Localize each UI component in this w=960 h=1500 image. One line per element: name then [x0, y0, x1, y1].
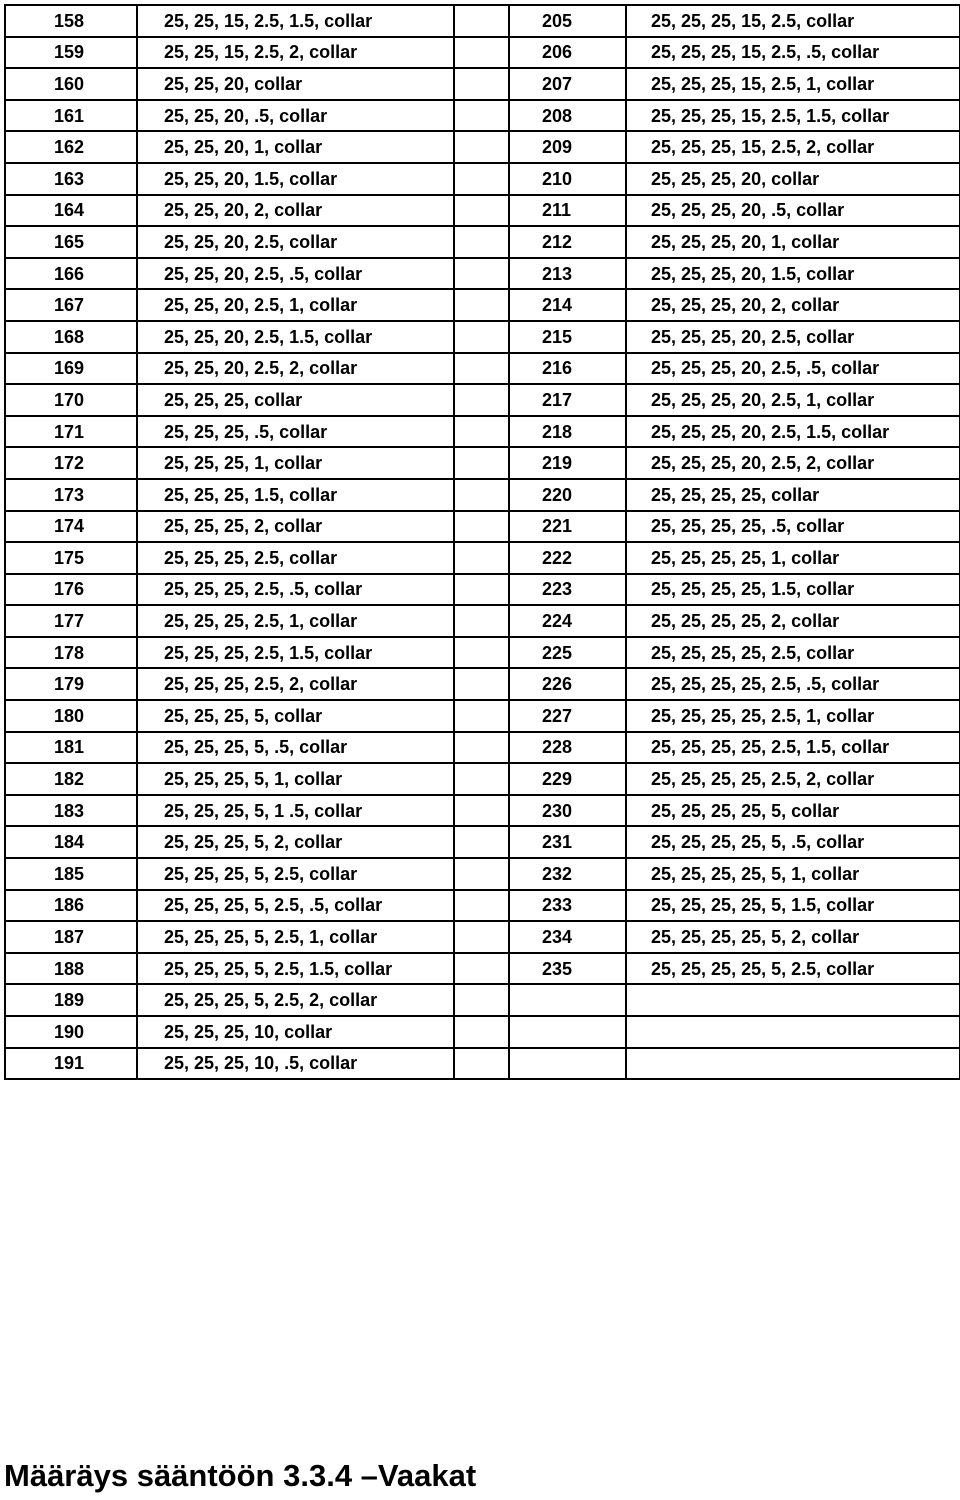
left-value-cell: 25, 25, 25, 1.5, collar	[137, 479, 454, 511]
column-gap-cell	[454, 542, 509, 574]
table-row	[5, 953, 960, 985]
column-gap-cell	[454, 763, 509, 795]
right-value-cell: 25, 25, 25, 20, 2.5, .5, collar	[626, 353, 960, 385]
right-number-cell: 210	[509, 163, 626, 195]
right-number-cell: 211	[509, 195, 626, 227]
table-row	[5, 858, 960, 890]
left-number-cell: 182	[5, 763, 137, 795]
left-value-cell: 25, 25, 25, .5, collar	[137, 416, 454, 448]
column-gap-cell	[454, 826, 509, 858]
right-number-cell: 224	[509, 605, 626, 637]
left-number-cell: 181	[5, 732, 137, 764]
column-gap-cell	[454, 195, 509, 227]
right-value-cell: 25, 25, 25, 20, 1.5, collar	[626, 258, 960, 290]
right-number-cell: 208	[509, 100, 626, 132]
left-value-cell: 25, 25, 25, 10, .5, collar	[137, 1048, 454, 1080]
table-row	[5, 289, 960, 321]
right-value-cell: 25, 25, 25, 25, 5, 1.5, collar	[626, 890, 960, 922]
column-gap-cell	[454, 37, 509, 69]
left-number-cell: 158	[5, 5, 137, 37]
right-value-cell: 25, 25, 25, 25, 5, 2, collar	[626, 921, 960, 953]
table-row	[5, 511, 960, 543]
left-value-cell: 25, 25, 20, .5, collar	[137, 100, 454, 132]
right-number-cell: 233	[509, 890, 626, 922]
right-value-cell: 25, 25, 25, 25, 2.5, .5, collar	[626, 668, 960, 700]
left-number-cell: 171	[5, 416, 137, 448]
column-gap-cell	[454, 479, 509, 511]
left-number-cell: 159	[5, 37, 137, 69]
right-number-cell: 227	[509, 700, 626, 732]
left-number-cell: 174	[5, 511, 137, 543]
table-row	[5, 384, 960, 416]
left-value-cell: 25, 25, 20, 2.5, 1.5, collar	[137, 321, 454, 353]
left-value-cell: 25, 25, 25, 5, 2.5, 2, collar	[137, 984, 454, 1016]
left-number-cell: 161	[5, 100, 137, 132]
left-value-cell: 25, 25, 25, 5, 2, collar	[137, 826, 454, 858]
column-gap-cell	[454, 984, 509, 1016]
table-row	[5, 826, 960, 858]
table-row	[5, 195, 960, 227]
left-number-cell: 179	[5, 668, 137, 700]
right-value-cell	[626, 1016, 960, 1048]
left-value-cell: 25, 25, 25, 2.5, 1, collar	[137, 605, 454, 637]
right-value-cell: 25, 25, 25, 20, 1, collar	[626, 226, 960, 258]
table-row	[5, 732, 960, 764]
right-value-cell: 25, 25, 25, 15, 2.5, .5, collar	[626, 37, 960, 69]
table-row	[5, 37, 960, 69]
table-row	[5, 763, 960, 795]
table-row	[5, 68, 960, 100]
left-value-cell: 25, 25, 25, 5, 2.5, 1, collar	[137, 921, 454, 953]
right-number-cell: 214	[509, 289, 626, 321]
left-number-cell: 169	[5, 353, 137, 385]
left-value-cell: 25, 25, 20, 2, collar	[137, 195, 454, 227]
right-value-cell: 25, 25, 25, 25, 1.5, collar	[626, 574, 960, 606]
right-number-cell: 218	[509, 416, 626, 448]
right-value-cell: 25, 25, 25, 15, 2.5, collar	[626, 5, 960, 37]
right-number-cell: 209	[509, 131, 626, 163]
right-value-cell: 25, 25, 25, 25, 2, collar	[626, 605, 960, 637]
left-value-cell: 25, 25, 15, 2.5, 2, collar	[137, 37, 454, 69]
column-gap-cell	[454, 1048, 509, 1080]
left-value-cell: 25, 25, 25, 5, 1, collar	[137, 763, 454, 795]
left-value-cell: 25, 25, 15, 2.5, 1.5, collar	[137, 5, 454, 37]
left-number-cell: 176	[5, 574, 137, 606]
column-gap-cell	[454, 1016, 509, 1048]
left-value-cell: 25, 25, 25, 10, collar	[137, 1016, 454, 1048]
left-number-cell: 160	[5, 68, 137, 100]
left-number-cell: 185	[5, 858, 137, 890]
column-gap-cell	[454, 68, 509, 100]
table-row	[5, 353, 960, 385]
table-row	[5, 479, 960, 511]
column-gap-cell	[454, 447, 509, 479]
right-value-cell: 25, 25, 25, 25, 5, 2.5, collar	[626, 953, 960, 985]
left-number-cell: 183	[5, 795, 137, 827]
table-row	[5, 5, 960, 37]
left-value-cell: 25, 25, 25, collar	[137, 384, 454, 416]
column-gap-cell	[454, 258, 509, 290]
column-gap-cell	[454, 321, 509, 353]
left-number-cell: 178	[5, 637, 137, 669]
left-number-cell: 166	[5, 258, 137, 290]
right-number-cell	[509, 1016, 626, 1048]
right-number-cell	[509, 984, 626, 1016]
left-number-cell: 170	[5, 384, 137, 416]
right-number-cell: 213	[509, 258, 626, 290]
right-number-cell: 228	[509, 732, 626, 764]
right-value-cell: 25, 25, 25, 25, 2.5, collar	[626, 637, 960, 669]
table-row	[5, 321, 960, 353]
column-gap-cell	[454, 511, 509, 543]
column-gap-cell	[454, 163, 509, 195]
data-table	[4, 4, 960, 1080]
left-value-cell: 25, 25, 25, 2.5, .5, collar	[137, 574, 454, 606]
right-number-cell: 223	[509, 574, 626, 606]
right-number-cell: 215	[509, 321, 626, 353]
right-value-cell: 25, 25, 25, 20, collar	[626, 163, 960, 195]
left-value-cell: 25, 25, 25, 5, 1 .5, collar	[137, 795, 454, 827]
right-value-cell: 25, 25, 25, 25, 5, .5, collar	[626, 826, 960, 858]
right-number-cell: 230	[509, 795, 626, 827]
table-row	[5, 1016, 960, 1048]
table-row	[5, 447, 960, 479]
column-gap-cell	[454, 353, 509, 385]
right-number-cell: 226	[509, 668, 626, 700]
column-gap-cell	[454, 795, 509, 827]
right-value-cell: 25, 25, 25, 20, 2.5, collar	[626, 321, 960, 353]
right-value-cell: 25, 25, 25, 20, .5, collar	[626, 195, 960, 227]
right-number-cell: 206	[509, 37, 626, 69]
table-row	[5, 668, 960, 700]
right-number-cell: 222	[509, 542, 626, 574]
column-gap-cell	[454, 890, 509, 922]
left-value-cell: 25, 25, 25, 2.5, collar	[137, 542, 454, 574]
table-row	[5, 100, 960, 132]
left-value-cell: 25, 25, 20, collar	[137, 68, 454, 100]
left-value-cell: 25, 25, 25, 2.5, 1.5, collar	[137, 637, 454, 669]
column-gap-cell	[454, 289, 509, 321]
right-value-cell: 25, 25, 25, 15, 2.5, 1, collar	[626, 68, 960, 100]
column-gap-cell	[454, 416, 509, 448]
table-row	[5, 890, 960, 922]
right-value-cell: 25, 25, 25, 20, 2.5, 1.5, collar	[626, 416, 960, 448]
table-row	[5, 163, 960, 195]
right-value-cell: 25, 25, 25, 25, 1, collar	[626, 542, 960, 574]
right-number-cell: 225	[509, 637, 626, 669]
right-value-cell: 25, 25, 25, 15, 2.5, 1.5, collar	[626, 100, 960, 132]
left-value-cell: 25, 25, 25, 2.5, 2, collar	[137, 668, 454, 700]
left-value-cell: 25, 25, 20, 2.5, collar	[137, 226, 454, 258]
right-number-cell: 235	[509, 953, 626, 985]
left-number-cell: 163	[5, 163, 137, 195]
column-gap-cell	[454, 700, 509, 732]
right-number-cell: 229	[509, 763, 626, 795]
right-number-cell: 217	[509, 384, 626, 416]
left-value-cell: 25, 25, 25, 1, collar	[137, 447, 454, 479]
right-number-cell: 212	[509, 226, 626, 258]
table-row	[5, 921, 960, 953]
left-value-cell: 25, 25, 25, 5, 2.5, .5, collar	[137, 890, 454, 922]
right-value-cell: 25, 25, 25, 15, 2.5, 2, collar	[626, 131, 960, 163]
left-number-cell: 173	[5, 479, 137, 511]
table-row	[5, 226, 960, 258]
right-value-cell: 25, 25, 25, 25, 5, 1, collar	[626, 858, 960, 890]
column-gap-cell	[454, 953, 509, 985]
table-row	[5, 795, 960, 827]
column-gap-cell	[454, 858, 509, 890]
column-gap-cell	[454, 732, 509, 764]
column-gap-cell	[454, 226, 509, 258]
left-number-cell: 191	[5, 1048, 137, 1080]
right-value-cell: 25, 25, 25, 25, 2.5, 2, collar	[626, 763, 960, 795]
right-number-cell: 207	[509, 68, 626, 100]
column-gap-cell	[454, 921, 509, 953]
left-value-cell: 25, 25, 25, 5, collar	[137, 700, 454, 732]
left-number-cell: 168	[5, 321, 137, 353]
left-number-cell: 184	[5, 826, 137, 858]
right-number-cell: 220	[509, 479, 626, 511]
right-value-cell: 25, 25, 25, 25, .5, collar	[626, 511, 960, 543]
column-gap-cell	[454, 605, 509, 637]
left-number-cell: 164	[5, 195, 137, 227]
left-value-cell: 25, 25, 25, 5, 2.5, collar	[137, 858, 454, 890]
table-row	[5, 574, 960, 606]
section-title: Määräys sääntöön 3.3.4 –Vaakat	[4, 1458, 477, 1493]
left-value-cell: 25, 25, 25, 5, 2.5, 1.5, collar	[137, 953, 454, 985]
left-number-cell: 172	[5, 447, 137, 479]
left-number-cell: 162	[5, 131, 137, 163]
right-value-cell: 25, 25, 25, 25, 2.5, 1.5, collar	[626, 732, 960, 764]
left-value-cell: 25, 25, 20, 2.5, 2, collar	[137, 353, 454, 385]
table-row	[5, 700, 960, 732]
table-row	[5, 605, 960, 637]
column-gap-cell	[454, 574, 509, 606]
right-number-cell: 221	[509, 511, 626, 543]
table-row	[5, 1048, 960, 1080]
left-number-cell: 165	[5, 226, 137, 258]
left-number-cell: 167	[5, 289, 137, 321]
table-row	[5, 542, 960, 574]
right-number-cell	[509, 1048, 626, 1080]
left-number-cell: 187	[5, 921, 137, 953]
right-number-cell: 219	[509, 447, 626, 479]
right-number-cell: 231	[509, 826, 626, 858]
column-gap-cell	[454, 131, 509, 163]
left-value-cell: 25, 25, 20, 1, collar	[137, 131, 454, 163]
right-number-cell: 216	[509, 353, 626, 385]
left-number-cell: 186	[5, 890, 137, 922]
table-row	[5, 131, 960, 163]
table-row	[5, 984, 960, 1016]
data-table-body	[5, 5, 960, 1079]
table-row	[5, 258, 960, 290]
right-number-cell: 205	[509, 5, 626, 37]
column-gap-cell	[454, 384, 509, 416]
right-value-cell: 25, 25, 25, 20, 2.5, 2, collar	[626, 447, 960, 479]
right-value-cell: 25, 25, 25, 20, 2, collar	[626, 289, 960, 321]
table-row	[5, 637, 960, 669]
right-value-cell: 25, 25, 25, 25, 5, collar	[626, 795, 960, 827]
column-gap-cell	[454, 5, 509, 37]
column-gap-cell	[454, 637, 509, 669]
left-number-cell: 175	[5, 542, 137, 574]
left-number-cell: 177	[5, 605, 137, 637]
left-value-cell: 25, 25, 25, 5, .5, collar	[137, 732, 454, 764]
right-value-cell: 25, 25, 25, 25, collar	[626, 479, 960, 511]
left-value-cell: 25, 25, 20, 1.5, collar	[137, 163, 454, 195]
right-value-cell	[626, 984, 960, 1016]
left-number-cell: 188	[5, 953, 137, 985]
right-value-cell	[626, 1048, 960, 1080]
column-gap-cell	[454, 668, 509, 700]
table-row	[5, 416, 960, 448]
column-gap-cell	[454, 100, 509, 132]
left-value-cell: 25, 25, 20, 2.5, 1, collar	[137, 289, 454, 321]
right-value-cell: 25, 25, 25, 25, 2.5, 1, collar	[626, 700, 960, 732]
right-number-cell: 234	[509, 921, 626, 953]
left-number-cell: 190	[5, 1016, 137, 1048]
left-value-cell: 25, 25, 20, 2.5, .5, collar	[137, 258, 454, 290]
right-value-cell: 25, 25, 25, 20, 2.5, 1, collar	[626, 384, 960, 416]
right-number-cell: 232	[509, 858, 626, 890]
left-value-cell: 25, 25, 25, 2, collar	[137, 511, 454, 543]
left-number-cell: 180	[5, 700, 137, 732]
left-number-cell: 189	[5, 984, 137, 1016]
